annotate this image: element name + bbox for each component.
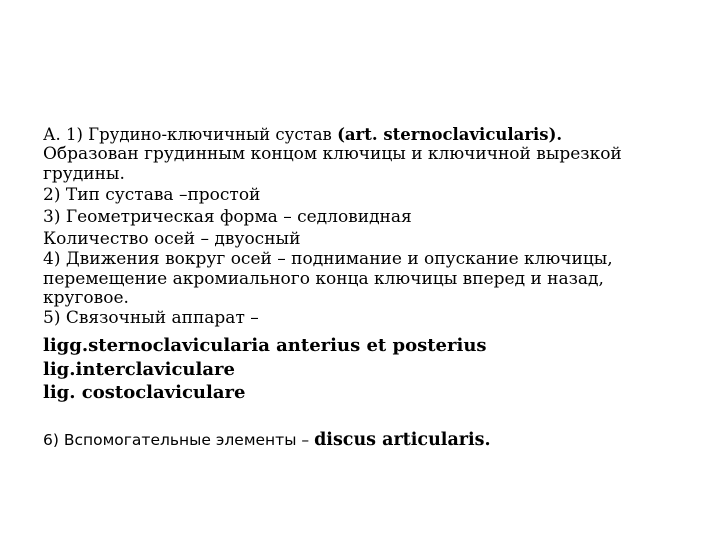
formation-text-line-1: Образован грудинным концом ключицы и ключичной вырезкой	[43, 144, 622, 164]
movements-text-line-1: 4) Движения вокруг осей – поднимание и опускание ключицы,	[43, 249, 613, 269]
movements-text-line-2: перемещение акромиального конца ключицы вперед и назад,	[43, 268, 604, 289]
slide-content	[43, 124, 683, 451]
ligament-costoclavicular: lig. costoclaviculare	[43, 382, 246, 403]
formation-text-line-2: грудины.	[43, 163, 125, 184]
ligament-sternoclavicular: ligg.sternoclavicularia anterius et posterius	[43, 335, 487, 356]
axes-count-text: Количество осей – двуосный	[43, 229, 301, 249]
auxiliary-elements-line	[43, 429, 683, 451]
heading-latin-term: (art. sternoclavicularis).	[337, 125, 563, 144]
joint-type-text: 2) Тип сустава –простой	[43, 185, 261, 205]
ligament-apparatus-text: 5) Связочный аппарат –	[43, 307, 259, 328]
spacer	[43, 405, 683, 429]
heading-line	[43, 124, 683, 145]
ligament-interclavicular: lig.interclaviculare	[43, 358, 235, 380]
geometric-form-text: 3) Геометрическая форма – седловидная	[43, 207, 412, 227]
auxiliary-elements-latin: discus articularis.	[314, 429, 491, 450]
movements-text-line-3: круговое.	[43, 288, 129, 308]
heading-prefix: А. 1) Грудино-ключичный сустав	[43, 125, 338, 144]
auxiliary-elements-prefix: 6) Вспомогательные элементы –	[43, 430, 315, 449]
